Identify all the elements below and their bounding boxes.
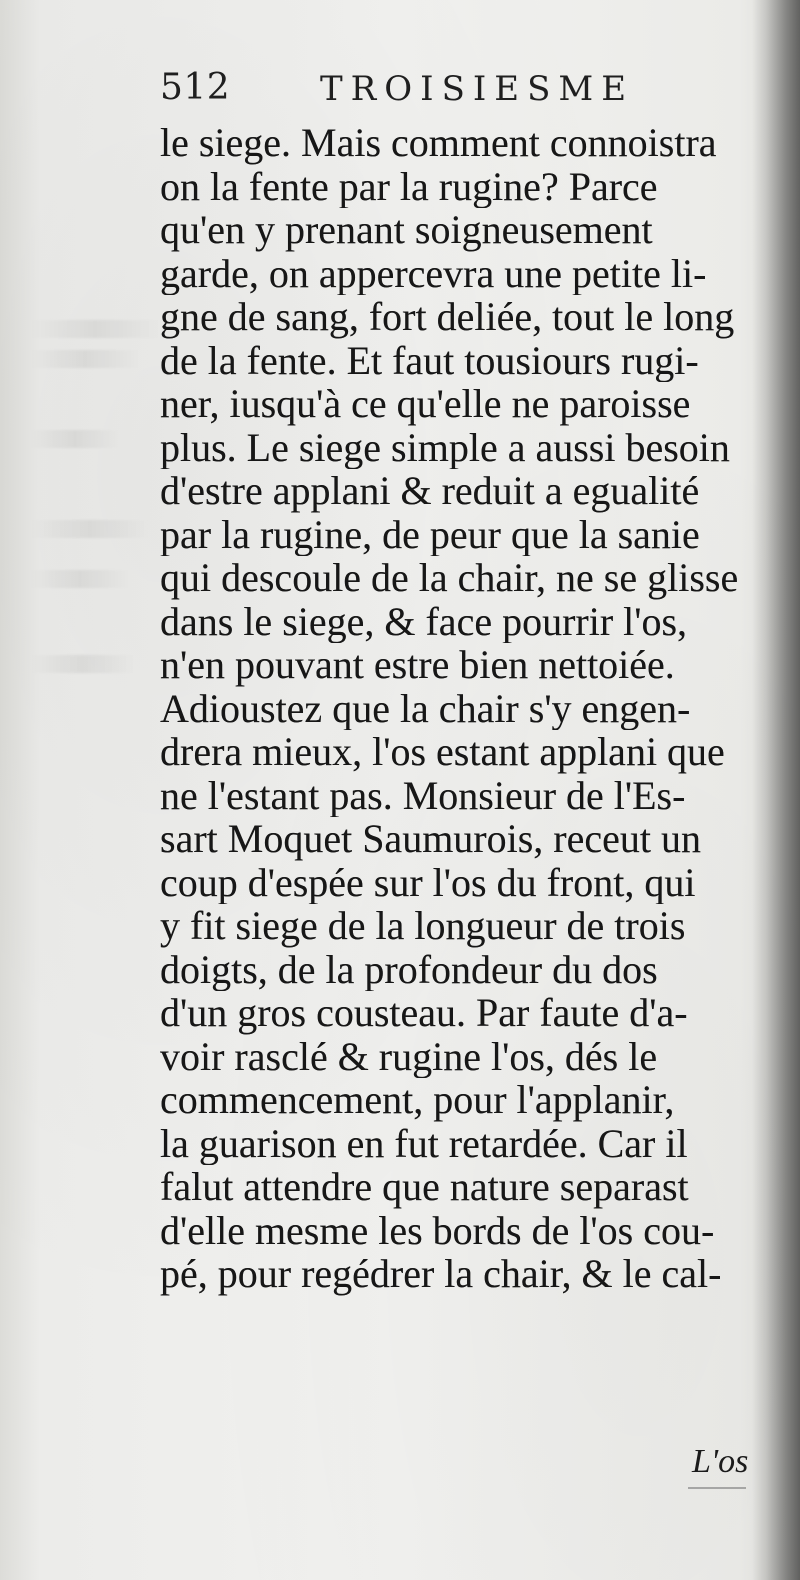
- bleed-through-mark: [30, 520, 150, 538]
- text-line: voir rasclé & rugine l'os, dés le: [160, 1034, 658, 1078]
- catchword: L'os: [692, 1443, 749, 1480]
- text-line: dans le siege, & face pourrir l'os,: [160, 599, 688, 643]
- text-line: garde, on appercevra une petite li-: [160, 251, 707, 295]
- text-line: sart Moquet Saumurois, receut un: [160, 817, 701, 861]
- text-line: commencement, pour l'applanir,: [160, 1078, 675, 1122]
- page-edge-shadow: [752, 0, 800, 1580]
- bleed-through-mark: [30, 430, 120, 448]
- text-line: ner, iusqu'à ce qu'elle ne paroisse: [160, 382, 691, 426]
- text-line: plus. Le siege simple a aussi besoin: [160, 425, 730, 469]
- text-line: d'estre applani & reduit a egualité: [160, 469, 700, 513]
- text-line: qui descoule de la chair, ne se glisse: [160, 556, 739, 600]
- body-text: [160, 121, 750, 1296]
- text-line: pé, pour regédrer la chair, & le cal-: [160, 1252, 722, 1296]
- text-line: ne l'estant pas. Monsieur de l'Es-: [160, 773, 686, 817]
- text-line: y fit siege de la longueur de trois: [160, 904, 686, 948]
- text-line: d'elle mesme les bords de l'os cou-: [160, 1208, 715, 1252]
- text-line: coup d'espée sur l'os du front, qui: [160, 860, 696, 904]
- text-line: drera mieux, l'os estant applani que: [160, 730, 725, 774]
- text-line: qu'en y prenant soigneusement: [160, 208, 653, 252]
- text-line: d'un gros cousteau. Par faute d'a-: [160, 991, 688, 1035]
- catchword-rule: [688, 1487, 746, 1489]
- text-line: Adioustez que la chair s'y engen-: [160, 686, 691, 730]
- bleed-through-mark: [30, 655, 135, 673]
- text-line: par la rugine, de peur que la sanie: [160, 512, 700, 556]
- bleed-through-mark: [30, 350, 140, 368]
- text-line: gne de sang, fort deliée, tout le long: [160, 295, 735, 339]
- bleed-through-mark: [30, 570, 130, 588]
- bleed-through-mark: [30, 320, 160, 338]
- text-line: le siege. Mais comment connoistra: [160, 121, 717, 165]
- running-title: TROISIESME: [320, 69, 635, 109]
- page-header: [160, 67, 750, 118]
- text-line: de la fente. Et faut tousiours rugi-: [160, 338, 699, 382]
- text-line: falut attendre que nature separast: [160, 1165, 689, 1209]
- text-line: la guarison en fut retardée. Car il: [160, 1121, 688, 1165]
- text-line: on la fente par la rugine? Parce: [160, 164, 658, 208]
- text-line: doigts, de la profondeur du dos: [160, 947, 658, 991]
- page-number: 512: [160, 67, 231, 108]
- text-line: n'en pouvant estre bien nettoiée.: [160, 643, 675, 687]
